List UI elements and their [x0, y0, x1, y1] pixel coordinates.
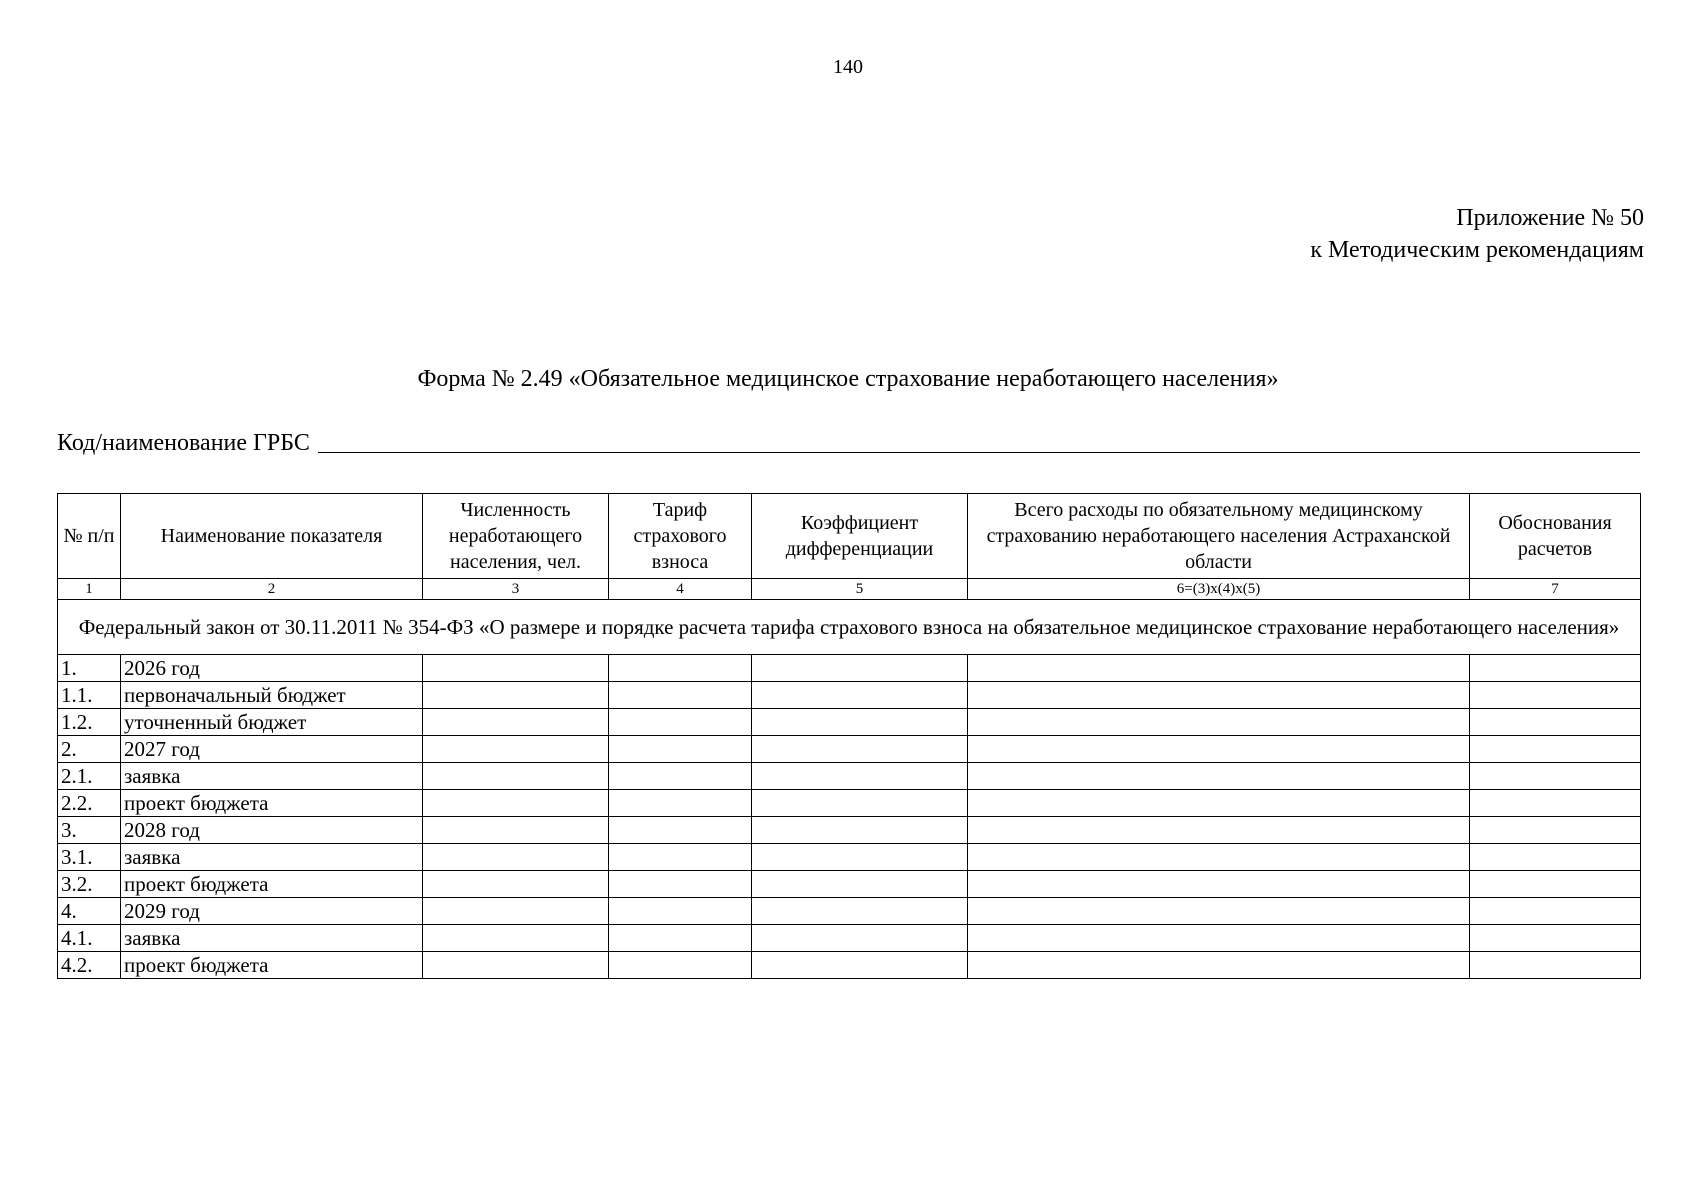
table-row — [58, 952, 1641, 979]
empty-input-cell[interactable] — [1470, 682, 1641, 709]
page-number: 140 — [833, 56, 863, 78]
empty-input-cell[interactable] — [423, 709, 609, 736]
empty-input-cell[interactable] — [1470, 790, 1641, 817]
empty-input-cell[interactable] — [752, 871, 968, 898]
empty-input-cell[interactable] — [752, 925, 968, 952]
empty-input-cell[interactable] — [752, 844, 968, 871]
empty-input-cell[interactable] — [609, 898, 752, 925]
row-name: проект бюджета — [121, 871, 423, 898]
row-name: проект бюджета — [121, 952, 423, 979]
column-number-row — [58, 579, 1641, 600]
row-number: 3.1. — [58, 844, 121, 871]
empty-input-cell[interactable] — [423, 736, 609, 763]
empty-input-cell[interactable] — [423, 871, 609, 898]
row-number: 2. — [58, 736, 121, 763]
column-number: 6=(3)х(4)х(5) — [968, 579, 1470, 600]
empty-input-cell[interactable] — [1470, 925, 1641, 952]
form-table — [57, 493, 1641, 979]
table-row — [58, 925, 1641, 952]
empty-input-cell[interactable] — [609, 952, 752, 979]
empty-input-cell[interactable] — [423, 925, 609, 952]
empty-input-cell[interactable] — [609, 790, 752, 817]
empty-input-cell[interactable] — [968, 844, 1470, 871]
empty-input-cell[interactable] — [423, 844, 609, 871]
row-name: заявка — [121, 763, 423, 790]
row-number: 2.2. — [58, 790, 121, 817]
empty-input-cell[interactable] — [1470, 763, 1641, 790]
empty-input-cell[interactable] — [752, 952, 968, 979]
empty-input-cell[interactable] — [752, 655, 968, 682]
column-number: 2 — [121, 579, 423, 600]
row-name: проект бюджета — [121, 790, 423, 817]
empty-input-cell[interactable] — [423, 682, 609, 709]
table-row — [58, 871, 1641, 898]
empty-input-cell[interactable] — [423, 655, 609, 682]
empty-input-cell[interactable] — [609, 871, 752, 898]
section-row — [58, 600, 1641, 655]
row-name: первоначальный бюджет — [121, 682, 423, 709]
empty-input-cell[interactable] — [609, 763, 752, 790]
grbs-field — [57, 430, 1640, 457]
empty-input-cell[interactable] — [968, 898, 1470, 925]
empty-input-cell[interactable] — [968, 952, 1470, 979]
empty-input-cell[interactable] — [1470, 655, 1641, 682]
empty-input-cell[interactable] — [752, 736, 968, 763]
grbs-label: Код/наименование ГРБС — [57, 430, 310, 456]
row-name: заявка — [121, 844, 423, 871]
header-cell: Тариф страхового взноса — [609, 494, 752, 579]
table-row — [58, 817, 1641, 844]
empty-input-cell[interactable] — [1470, 736, 1641, 763]
grbs-blank-line[interactable] — [318, 451, 1640, 453]
empty-input-cell[interactable] — [968, 763, 1470, 790]
column-number: 5 — [752, 579, 968, 600]
empty-input-cell[interactable] — [752, 817, 968, 844]
row-number: 1.1. — [58, 682, 121, 709]
empty-input-cell[interactable] — [609, 817, 752, 844]
empty-input-cell[interactable] — [423, 790, 609, 817]
empty-input-cell[interactable] — [609, 655, 752, 682]
empty-input-cell[interactable] — [423, 898, 609, 925]
empty-input-cell[interactable] — [968, 925, 1470, 952]
table-row — [58, 655, 1641, 682]
header-cell: Всего расходы по обязательному медицинскому страхованию неработающего населения Астраханской области — [968, 494, 1470, 579]
row-name: 2026 год — [121, 655, 423, 682]
header-cell: Наименование показателя — [121, 494, 423, 579]
row-number: 1.2. — [58, 709, 121, 736]
column-number: 7 — [1470, 579, 1641, 600]
empty-input-cell[interactable] — [1470, 709, 1641, 736]
empty-input-cell[interactable] — [423, 817, 609, 844]
table-row — [58, 736, 1641, 763]
table-row — [58, 682, 1641, 709]
column-number: 4 — [609, 579, 752, 600]
empty-input-cell[interactable] — [968, 682, 1470, 709]
row-number: 4.2. — [58, 952, 121, 979]
empty-input-cell[interactable] — [1470, 871, 1641, 898]
empty-input-cell[interactable] — [609, 709, 752, 736]
row-name: 2028 год — [121, 817, 423, 844]
row-name: заявка — [121, 925, 423, 952]
empty-input-cell[interactable] — [752, 790, 968, 817]
empty-input-cell[interactable] — [968, 790, 1470, 817]
empty-input-cell[interactable] — [1470, 817, 1641, 844]
appendix-line-2: к Методическим рекомендациям — [1310, 237, 1644, 263]
form-title: Форма № 2.49 «Обязательное медицинское страхование неработающего населения» — [417, 366, 1279, 392]
header-row — [58, 494, 1641, 579]
row-number: 4. — [58, 898, 121, 925]
table-row — [58, 844, 1641, 871]
empty-input-cell[interactable] — [609, 925, 752, 952]
empty-input-cell[interactable] — [968, 871, 1470, 898]
row-number: 1. — [58, 655, 121, 682]
row-name: 2027 год — [121, 736, 423, 763]
row-number: 3. — [58, 817, 121, 844]
column-number: 3 — [423, 579, 609, 600]
empty-input-cell[interactable] — [1470, 844, 1641, 871]
row-number: 3.2. — [58, 871, 121, 898]
empty-input-cell[interactable] — [423, 952, 609, 979]
header-cell: Коэффициент дифференциации — [752, 494, 968, 579]
section-title: Федеральный закон от 30.11.2011 № 354-ФЗ «О размере и порядке расчета тарифа страхового взноса на обязательное медицинское страхование неработающего населения» — [58, 600, 1641, 655]
table-row — [58, 763, 1641, 790]
empty-input-cell[interactable] — [752, 898, 968, 925]
empty-input-cell[interactable] — [752, 763, 968, 790]
empty-input-cell[interactable] — [1470, 898, 1641, 925]
column-number: 1 — [58, 579, 121, 600]
empty-input-cell[interactable] — [423, 763, 609, 790]
header-cell: Численность неработающего населения, чел. — [423, 494, 609, 579]
row-number: 4.1. — [58, 925, 121, 952]
row-name: 2029 год — [121, 898, 423, 925]
empty-input-cell[interactable] — [609, 682, 752, 709]
empty-input-cell[interactable] — [968, 736, 1470, 763]
empty-input-cell[interactable] — [968, 655, 1470, 682]
empty-input-cell[interactable] — [609, 736, 752, 763]
appendix-line-1: Приложение № 50 — [1456, 205, 1644, 231]
empty-input-cell[interactable] — [968, 709, 1470, 736]
empty-input-cell[interactable] — [609, 844, 752, 871]
header-cell: Обоснования расчетов — [1470, 494, 1641, 579]
empty-input-cell[interactable] — [752, 682, 968, 709]
table-row — [58, 790, 1641, 817]
empty-input-cell[interactable] — [1470, 952, 1641, 979]
empty-input-cell[interactable] — [752, 709, 968, 736]
empty-input-cell[interactable] — [968, 817, 1470, 844]
row-number: 2.1. — [58, 763, 121, 790]
header-cell: № п/п — [58, 494, 121, 579]
appendix-note — [1310, 202, 1644, 266]
table-row — [58, 898, 1641, 925]
row-name: уточненный бюджет — [121, 709, 423, 736]
table-row — [58, 709, 1641, 736]
